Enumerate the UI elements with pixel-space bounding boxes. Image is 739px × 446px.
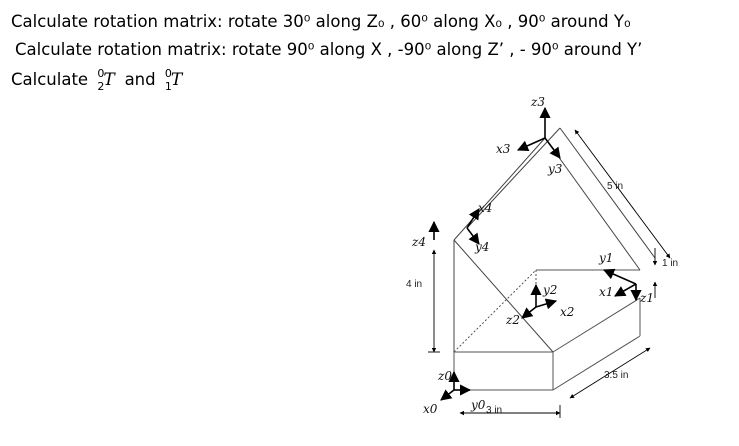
transform-0-1-sup: 0 (164, 67, 172, 80)
label-z4: z4 (412, 235, 426, 249)
transform-0-2-sup: 0 (97, 67, 105, 80)
dimension-4in: 4 in (406, 279, 423, 290)
and-label: and (124, 70, 156, 89)
label-y3: y3 (548, 162, 563, 176)
label-x3: x3 (496, 142, 511, 156)
label-x1: x1 (599, 285, 614, 299)
label-y2: y2 (543, 283, 558, 297)
label-z2: z2 (506, 313, 520, 327)
calculate-label: Calculate (11, 70, 89, 89)
question-line-1: Calculate rotation matrix: rotate 30⁰ along Z₀ , 60⁰ along X₀ , 90⁰ around Y₀ (11, 12, 631, 31)
label-y4: y4 (475, 240, 490, 254)
label-z3: z3 (531, 95, 545, 109)
transform-0-1-sub: 1 (164, 80, 172, 93)
dimension-1in: 1 in (662, 258, 679, 269)
question-line-2: Calculate rotation matrix: rotate 90⁰ along X , -90⁰ along Z’ , - 90⁰ around Y’ (15, 40, 643, 59)
dimension-5in: 5 in (607, 181, 624, 192)
label-z0: z0 (438, 369, 452, 383)
dimension-3-5in: 3.5 in (604, 370, 629, 381)
transform-0-2-sub: 2 (97, 80, 105, 93)
label-y1: y1 (599, 251, 614, 265)
label-x2: x2 (560, 305, 575, 319)
transform-0-1-symbol: T (170, 70, 183, 90)
label-x4: x4 (478, 201, 493, 215)
frame-4 (434, 209, 479, 244)
transform-0-2-symbol: T (103, 70, 115, 90)
label-z1: z1 (640, 291, 654, 305)
label-x0: x0 (423, 402, 438, 416)
label-y0: y0 (471, 398, 486, 412)
dimension-3in: 3 in (486, 405, 503, 416)
